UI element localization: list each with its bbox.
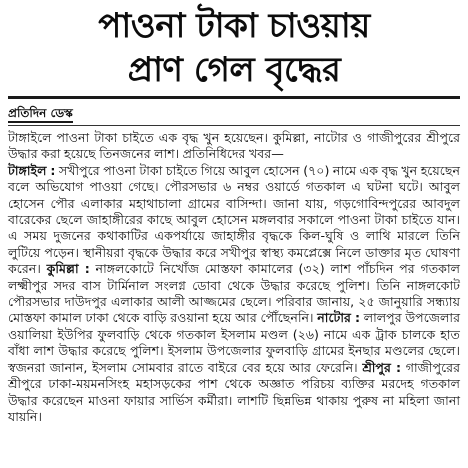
dateline-tangail: টাঙ্গাইল :	[8, 162, 56, 178]
headline	[6, 4, 462, 92]
dateline-sreepur: শ্রীপুর :	[362, 359, 402, 375]
article-paragraph	[8, 130, 460, 425]
headline-line-2: প্রাণ গেল বৃদ্ধের	[127, 50, 341, 90]
headline-divider	[8, 96, 460, 99]
dateline-cumilla: কুমিল্লা :	[46, 261, 90, 277]
intro-text: টাঙ্গাইলে পাওনা টাকা চাইতে এক বৃদ্ধ খুন হয়েছেন। কুমিল্লা, নাটোর ও গাজীপুরের শ্রীপুরে উদ্ধার করা হয়েছে তিনজনের লাশ। প্রতিনিধিদের খবর—	[8, 130, 460, 162]
dateline-natore: নাটোর :	[317, 310, 361, 326]
section-text-cumilla: নাঙ্গলকোটে নিখোঁজ মোস্তফা কামালের (৩২) লাশ পাঁচদিন পর গতকাল লক্ষ্মীপুর সদর বাস টার্মিনাল সংলগ্ন ডোবা থেকে উদ্ধার করেছে পুলিশ। তিনি নাঙ্গলকোট পৌরসভার দাউদপুর এলাকার আলী আজ্জমের ছেলে। পরিবার জানায়, ২৫ জানুয়ারি সন্ধ্যায় মোস্তফা কামাল ঢাকা থেকে বাড়ি রওয়ানা হয়ে আর পৌঁছেননি।	[8, 261, 460, 326]
byline-bar	[8, 102, 460, 126]
section-text-sreepur: গাজীপুরের শ্রীপুরে ঢাকা-ময়মনসিংহ মহাসড়কের পাশ থেকে অজ্ঞাত পরিচয় ব্যক্তির মরদেহ গতকাল উদ্ধার করেছেন মাওনা ফায়ার সার্ভিস কর্মীরা। লাশটি ছিন্নভিন্ন থাকায় পুরুষ না মহিলা জানা যায়নি।	[8, 359, 461, 424]
section-text-tangail: সখীপুরে পাওনা টাকা চাইতে গিয়ে আবুল হোসেন (৭০) নামে এক বৃদ্ধ খুন হয়েছেন বলে অভিযোগ পাওয়া গেছে। পৌরসভার ৬ নম্বর ওয়ার্ডে গতকাল এ ঘটনা ঘটে। আবুল হোসেন পৌর এলাকার মহাথাচালা গ্রামের বাসিন্দা। জানা যায়, গড়গোবিন্দপুরের আবদুল বারেকের ছেলে জাহাঙ্গীরের কাছে আবুল হোসেন মঙ্গলবার সকালে পাওনা টাকা চাইতে যান। এ সময় দুজনের কথাকাটির একপর্যায়ে জাহাঙ্গীর বৃদ্ধকে কিল-ঘুষি ও লাথি মারলে তিনি লুটিয়ে পড়েন। স্থানীয়রা বৃদ্ধকে উদ্ধার করে সখীপুর স্বাস্থ্য কমপ্লেক্সে নিলে ডাক্তার মৃত ঘোষণা করেন।	[8, 162, 460, 277]
headline-line-1: পাওনা টাকা চাওয়ায়	[98, 6, 370, 46]
byline: প্রতিদিন ডেস্ক	[8, 105, 73, 123]
section-text-natore: লালপুর উপজেলার ওয়ালিয়া ইউপির ফুলবাড়ি থেকে গতকাল ইসলাম মণ্ডল (২৬) নামে এক ট্রাক চালকে হাত বাঁধা লাশ উদ্ধার করেছে পুলিশ। ইসলাম উপজেলার ফুলবাড়ি গ্রামের ইনছার মণ্ডলের ছেলে। স্বজনরা জানান, ইসলাম সোমবার রাতে বাইরে বের হয়ে আর ফেরেনি।	[8, 310, 460, 375]
article-body	[8, 130, 460, 425]
